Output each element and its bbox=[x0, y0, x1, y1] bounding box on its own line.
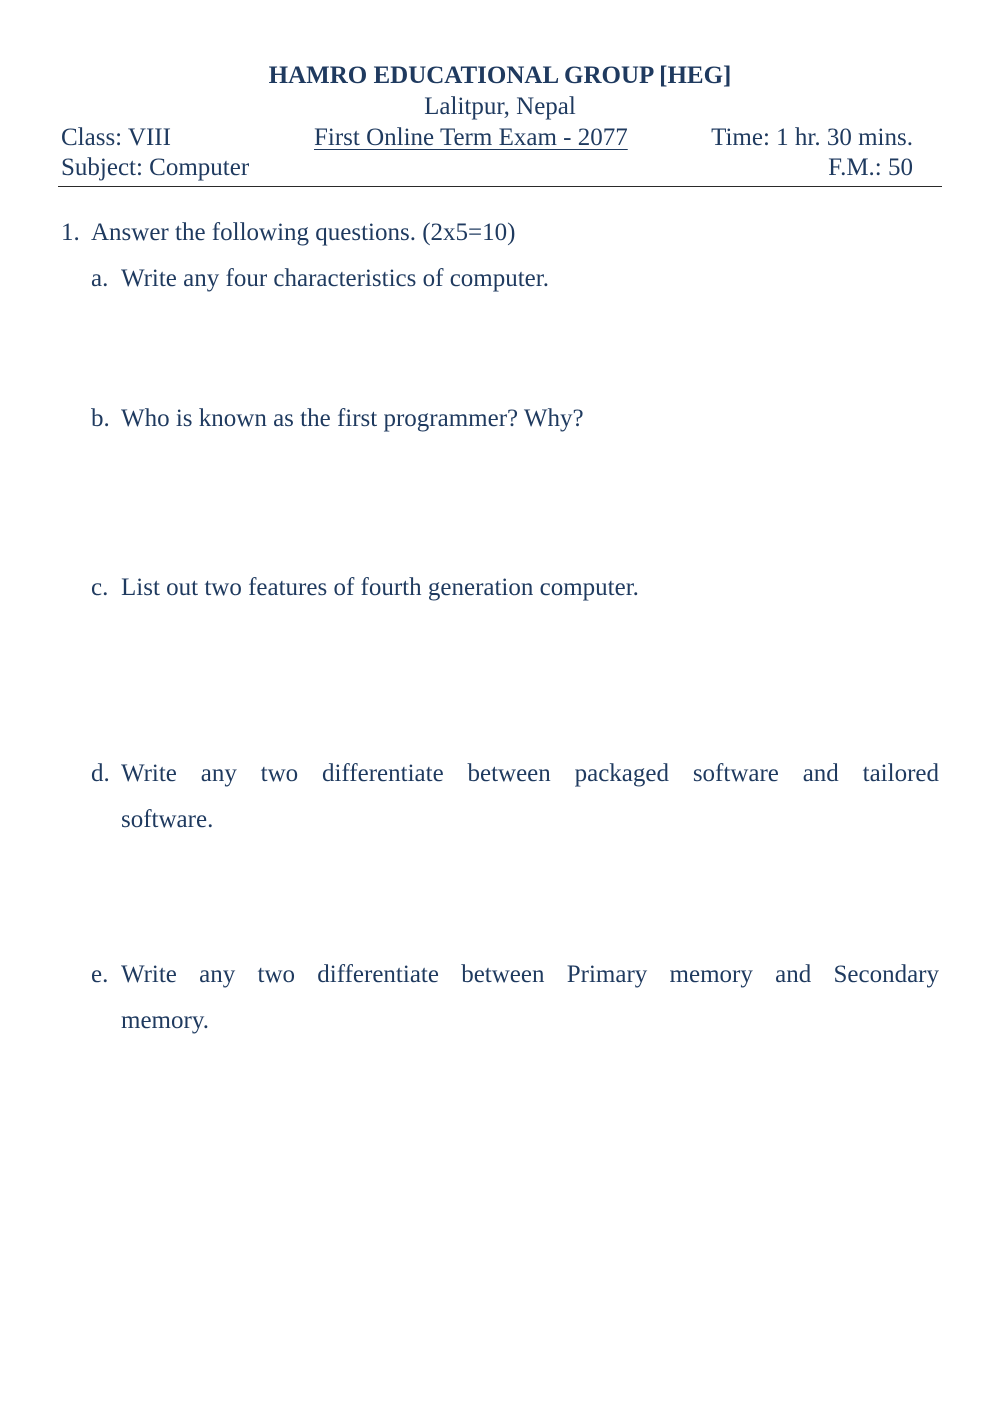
school-location: Lalitpur, Nepal bbox=[424, 93, 576, 120]
exam-title: First Online Term Exam - 2077 bbox=[314, 124, 628, 151]
part-c-letter: c. bbox=[91, 574, 109, 601]
part-a-letter: a. bbox=[91, 265, 109, 292]
part-e-text-line1: Write any two differentiate between Primary memory and Secondary bbox=[121, 961, 939, 988]
part-c-text: List out two features of fourth generation computer. bbox=[121, 574, 639, 601]
part-b-letter: b. bbox=[91, 405, 110, 432]
part-d-text-line1: Write any two differentiate between packaged software and tailored bbox=[121, 760, 939, 787]
full-marks-label: F.M.: 50 bbox=[828, 154, 913, 181]
part-d-text-line2: software. bbox=[121, 806, 214, 833]
part-b-text: Who is known as the first programmer? Why? bbox=[121, 405, 584, 432]
class-label: Class: VIII bbox=[61, 124, 171, 151]
part-e-letter: e. bbox=[91, 961, 109, 988]
question-instruction: Answer the following questions. (2x5=10) bbox=[91, 219, 516, 246]
part-d-letter: d. bbox=[91, 760, 110, 787]
part-a-text: Write any four characteristics of computer. bbox=[121, 265, 549, 292]
school-name: HAMRO EDUCATIONAL GROUP [HEG] bbox=[268, 62, 732, 89]
time-label: Time: 1 hr. 30 mins. bbox=[711, 124, 913, 151]
subject-label: Subject: Computer bbox=[61, 154, 250, 181]
part-e-text-line2: memory. bbox=[121, 1007, 209, 1034]
header-divider bbox=[58, 186, 942, 187]
question-number: 1. bbox=[61, 219, 80, 246]
